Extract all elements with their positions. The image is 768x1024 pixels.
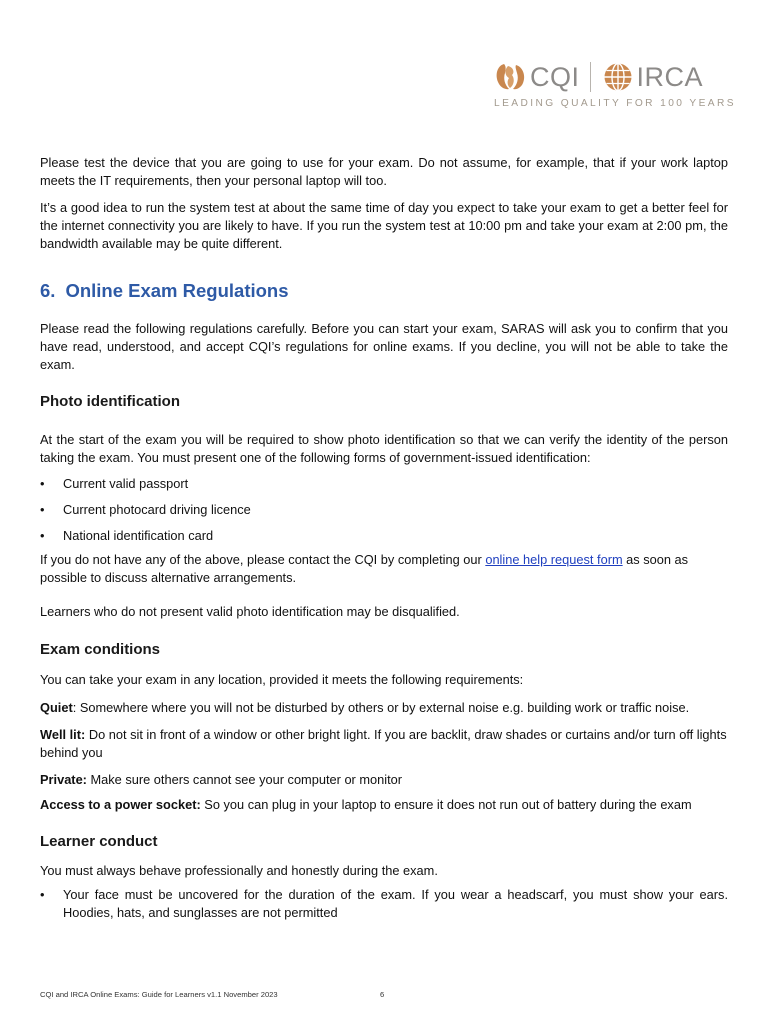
condition-text: Do not sit in front of a window or other bright light. If you are backlit, draw shades or curtains and/or turn off lights behind you <box>40 727 727 760</box>
cqi-irca-logo <box>494 60 736 112</box>
learner-conduct-intro: You must always behave professionally and honestly during the exam. <box>40 863 438 878</box>
exam-conditions-intro: You can take your exam in any location, provided it meets the following requirements: <box>40 672 524 687</box>
section-intro-paragraph: Please read the following regulations carefully. Before you can start your exam, SARAS will ask you to confirm that you have read, understood, and accept CQI’s regulations for online exams. If you decline, you will not be able to take the exam. <box>40 321 728 372</box>
irca-wordmark: IRCA <box>636 62 704 92</box>
list-item <box>40 886 728 922</box>
condition-text: So you can plug in your laptop to ensure it does not run out of battery during the exam <box>200 797 692 812</box>
section-number: 6. <box>40 280 56 301</box>
bullet-icon: • <box>40 476 45 491</box>
bullet-icon: • <box>40 502 45 517</box>
footer-document-title: CQI and IRCA Online Exams: Guide for Learners v1.1 November 2023 <box>40 990 278 999</box>
logo-divider <box>590 62 591 92</box>
list-item-text: National identification card <box>63 528 214 543</box>
globe-icon <box>603 62 633 92</box>
section-title: Online Exam Regulations <box>65 280 289 301</box>
condition-label: Private: <box>40 772 87 787</box>
disqualification-warning: Learners who do not present valid photo identification may be disqualified. <box>40 604 460 619</box>
photo-identification-intro: At the start of the exam you will be required to show photo identification so that we can verify the identity of the person taking the exam. You must present one of the following forms of government-issued identification: <box>40 432 728 465</box>
condition-text: Make sure others cannot see your computer or monitor <box>86 772 403 787</box>
bullet-icon: • <box>40 887 45 902</box>
learner-conduct-heading: Learner conduct <box>40 833 158 850</box>
list-item-text: Your face must be uncovered for the duration of the exam. If you wear a headscarf, you must show your ears. Hoodies, hats, and sunglasses are not permitted <box>63 887 728 920</box>
exam-conditions-heading: Exam conditions <box>40 641 161 658</box>
logo-row <box>494 60 703 94</box>
cqi-figures-icon <box>494 61 528 93</box>
list-item-text: Current photocard driving licence <box>63 502 251 517</box>
footer-page-number: 6 <box>380 990 385 999</box>
condition-label: Access to a power socket: <box>40 797 201 812</box>
list-item-text: Current valid passport <box>63 476 189 491</box>
condition-power-socket <box>40 796 728 814</box>
contact-text-before: If you do not have any of the above, please contact the CQI by completing our <box>40 552 486 567</box>
online-help-request-form-link[interactable]: online help request form <box>485 552 623 567</box>
condition-well-lit <box>40 726 728 762</box>
intro-paragraph-device-test: Please test the device that you are going to use for your exam. Do not assume, for example, that if your work laptop meets the IT requirements, then your personal laptop will too. <box>40 155 728 188</box>
bullet-icon: • <box>40 528 45 543</box>
logo-tagline: LEADING QUALITY FOR 100 YEARS <box>494 98 736 109</box>
contact-paragraph <box>40 551 728 587</box>
condition-private <box>40 771 728 789</box>
photo-identification-heading: Photo identification <box>40 393 180 410</box>
condition-text: : Somewhere where you will not be disturbed by others or by external noise e.g. building work or traffic noise. <box>72 700 690 715</box>
cqi-wordmark: CQI <box>530 62 580 92</box>
condition-label: Quiet <box>40 700 73 715</box>
section-heading <box>40 279 289 303</box>
contact-text-after: as soon as possible to discuss alternative arrangements. <box>40 552 689 585</box>
intro-paragraph-system-test: It’s a good idea to run the system test at about the same time of day you expect to take your exam to get a better feel for the internet connectivity you are likely to have. If you run the system test at 10:00 pm and take your exam at 2:00 pm, the bandwidth available may be quite different. <box>40 200 728 251</box>
condition-label: Well lit: <box>40 727 86 742</box>
condition-quiet <box>40 699 728 717</box>
